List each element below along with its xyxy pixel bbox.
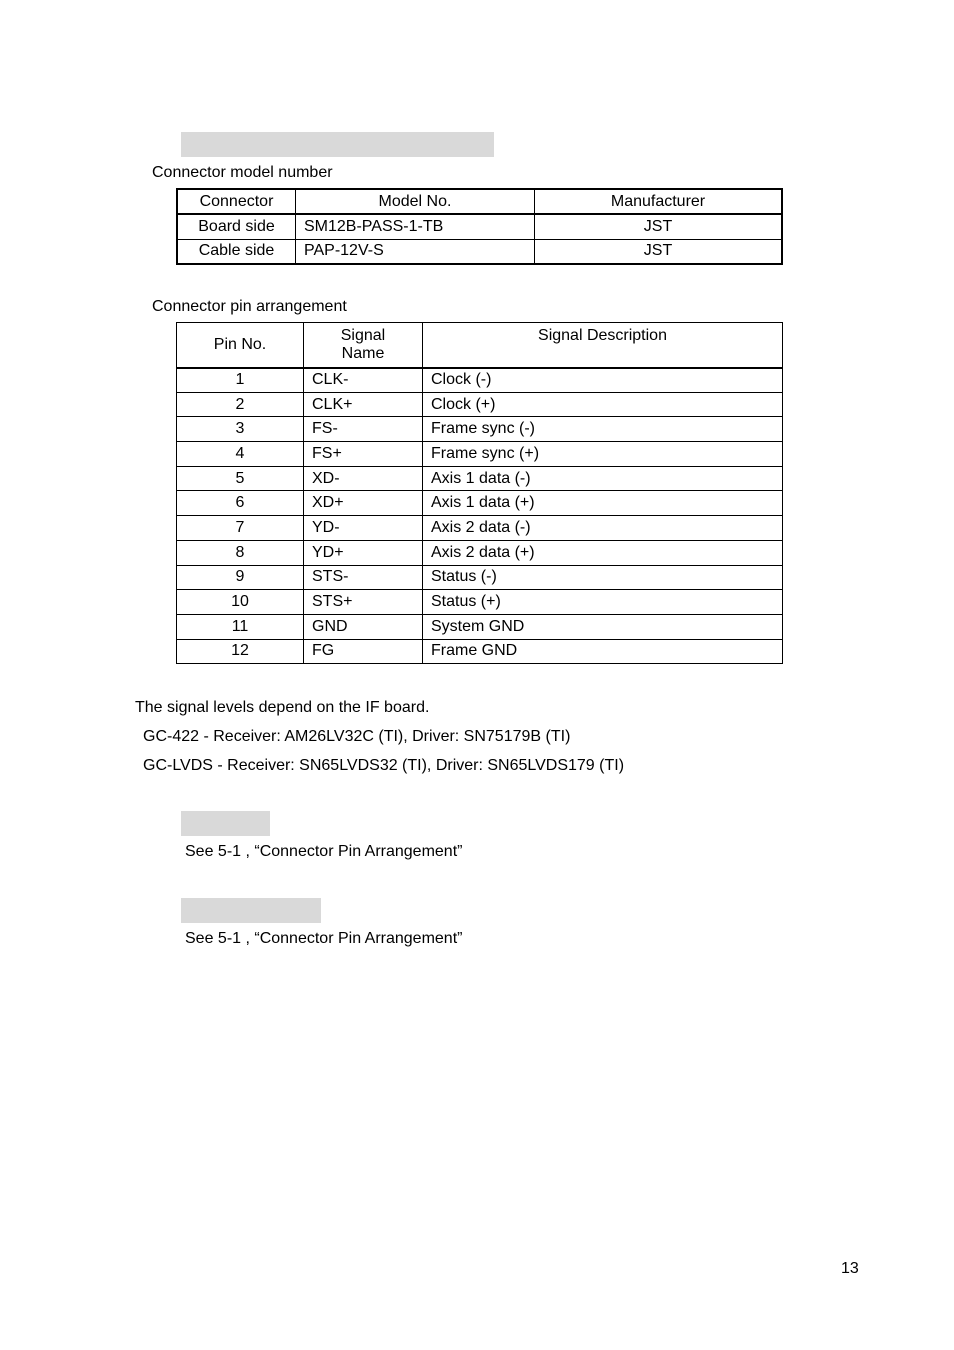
table-cell: 12 [177, 639, 304, 664]
table-cell: 3 [177, 417, 304, 442]
column-header: Manufacturer [535, 189, 783, 214]
connector-model-table [176, 188, 783, 265]
table-cell: Status (-) [423, 565, 783, 590]
model-table-caption: Connector model number [152, 164, 333, 181]
table-cell: STS+ [304, 590, 423, 615]
section-heading-redacted [181, 898, 321, 923]
table-cell: FS+ [304, 442, 423, 467]
table-row [177, 491, 783, 516]
table-cell: Status (+) [423, 590, 783, 615]
table-cell: XD+ [304, 491, 423, 516]
table-cell: 1 [177, 368, 304, 393]
gc422-note: GC-422 - Receiver: AM26LV32C (TI), Driver: SN75179B (TI) [143, 728, 571, 745]
table-cell: STS- [304, 565, 423, 590]
table-row [177, 516, 783, 541]
column-header: Signal Name [304, 323, 423, 368]
table-row [177, 614, 783, 639]
table-row [177, 239, 782, 264]
table-row [177, 368, 783, 393]
table-cell: YD- [304, 516, 423, 541]
page-number: 13 [841, 1260, 859, 1277]
table-cell: Frame sync (-) [423, 417, 783, 442]
table-cell: Board side [177, 214, 296, 239]
table-cell: Axis 1 data (+) [423, 491, 783, 516]
table-cell: 4 [177, 442, 304, 467]
table-cell: Axis 2 data (-) [423, 516, 783, 541]
table-cell: XD- [304, 466, 423, 491]
column-header: Model No. [296, 189, 535, 214]
table-cell: 2 [177, 392, 304, 417]
table-cell: Axis 2 data (+) [423, 540, 783, 565]
table-row [177, 565, 783, 590]
table-cell: FG [304, 639, 423, 664]
table-cell: 11 [177, 614, 304, 639]
table-cell: GND [304, 614, 423, 639]
pin-table-caption: Connector pin arrangement [152, 298, 347, 315]
table-cell: PAP-12V-S [296, 239, 535, 264]
table-cell: JST [535, 214, 783, 239]
table-row [177, 466, 783, 491]
table-cell: CLK+ [304, 392, 423, 417]
table-row [177, 417, 783, 442]
table-row [177, 214, 782, 239]
table-row [177, 540, 783, 565]
table-cell: Frame GND [423, 639, 783, 664]
table-cell: CLK- [304, 368, 423, 393]
table-cell: 5 [177, 466, 304, 491]
table-cell: JST [535, 239, 783, 264]
table-cell: 9 [177, 565, 304, 590]
table-cell: 7 [177, 516, 304, 541]
gclvds-note: GC-LVDS - Receiver: SN65LVDS32 (TI), Driver: SN65LVDS179 (TI) [143, 757, 625, 774]
section-heading-redacted [181, 132, 494, 157]
table-header-row [177, 189, 782, 214]
see-reference-text: See 5-1 , “Connector Pin Arrangement” [185, 843, 463, 860]
table-cell: 10 [177, 590, 304, 615]
table-row [177, 590, 783, 615]
table-cell: System GND [423, 614, 783, 639]
table-header-row [177, 323, 783, 368]
table-cell: 6 [177, 491, 304, 516]
table-cell: Frame sync (+) [423, 442, 783, 467]
table-row [177, 442, 783, 467]
section-heading-redacted [181, 811, 270, 836]
table-row [177, 639, 783, 664]
column-header: Signal Description [423, 323, 783, 368]
column-header: Connector [177, 189, 296, 214]
table-cell: FS- [304, 417, 423, 442]
table-cell: YD+ [304, 540, 423, 565]
table-row [177, 392, 783, 417]
pin-arrangement-table [176, 322, 783, 664]
signal-level-note: The signal levels depend on the IF board. [135, 699, 430, 716]
table-cell: Cable side [177, 239, 296, 264]
table-cell: Axis 1 data (-) [423, 466, 783, 491]
column-header: Pin No. [177, 323, 304, 368]
table-cell: Clock (-) [423, 368, 783, 393]
see-reference-text: See 5-1 , “Connector Pin Arrangement” [185, 930, 463, 947]
table-cell: Clock (+) [423, 392, 783, 417]
table-cell: 8 [177, 540, 304, 565]
table-cell: SM12B-PASS-1-TB [296, 214, 535, 239]
